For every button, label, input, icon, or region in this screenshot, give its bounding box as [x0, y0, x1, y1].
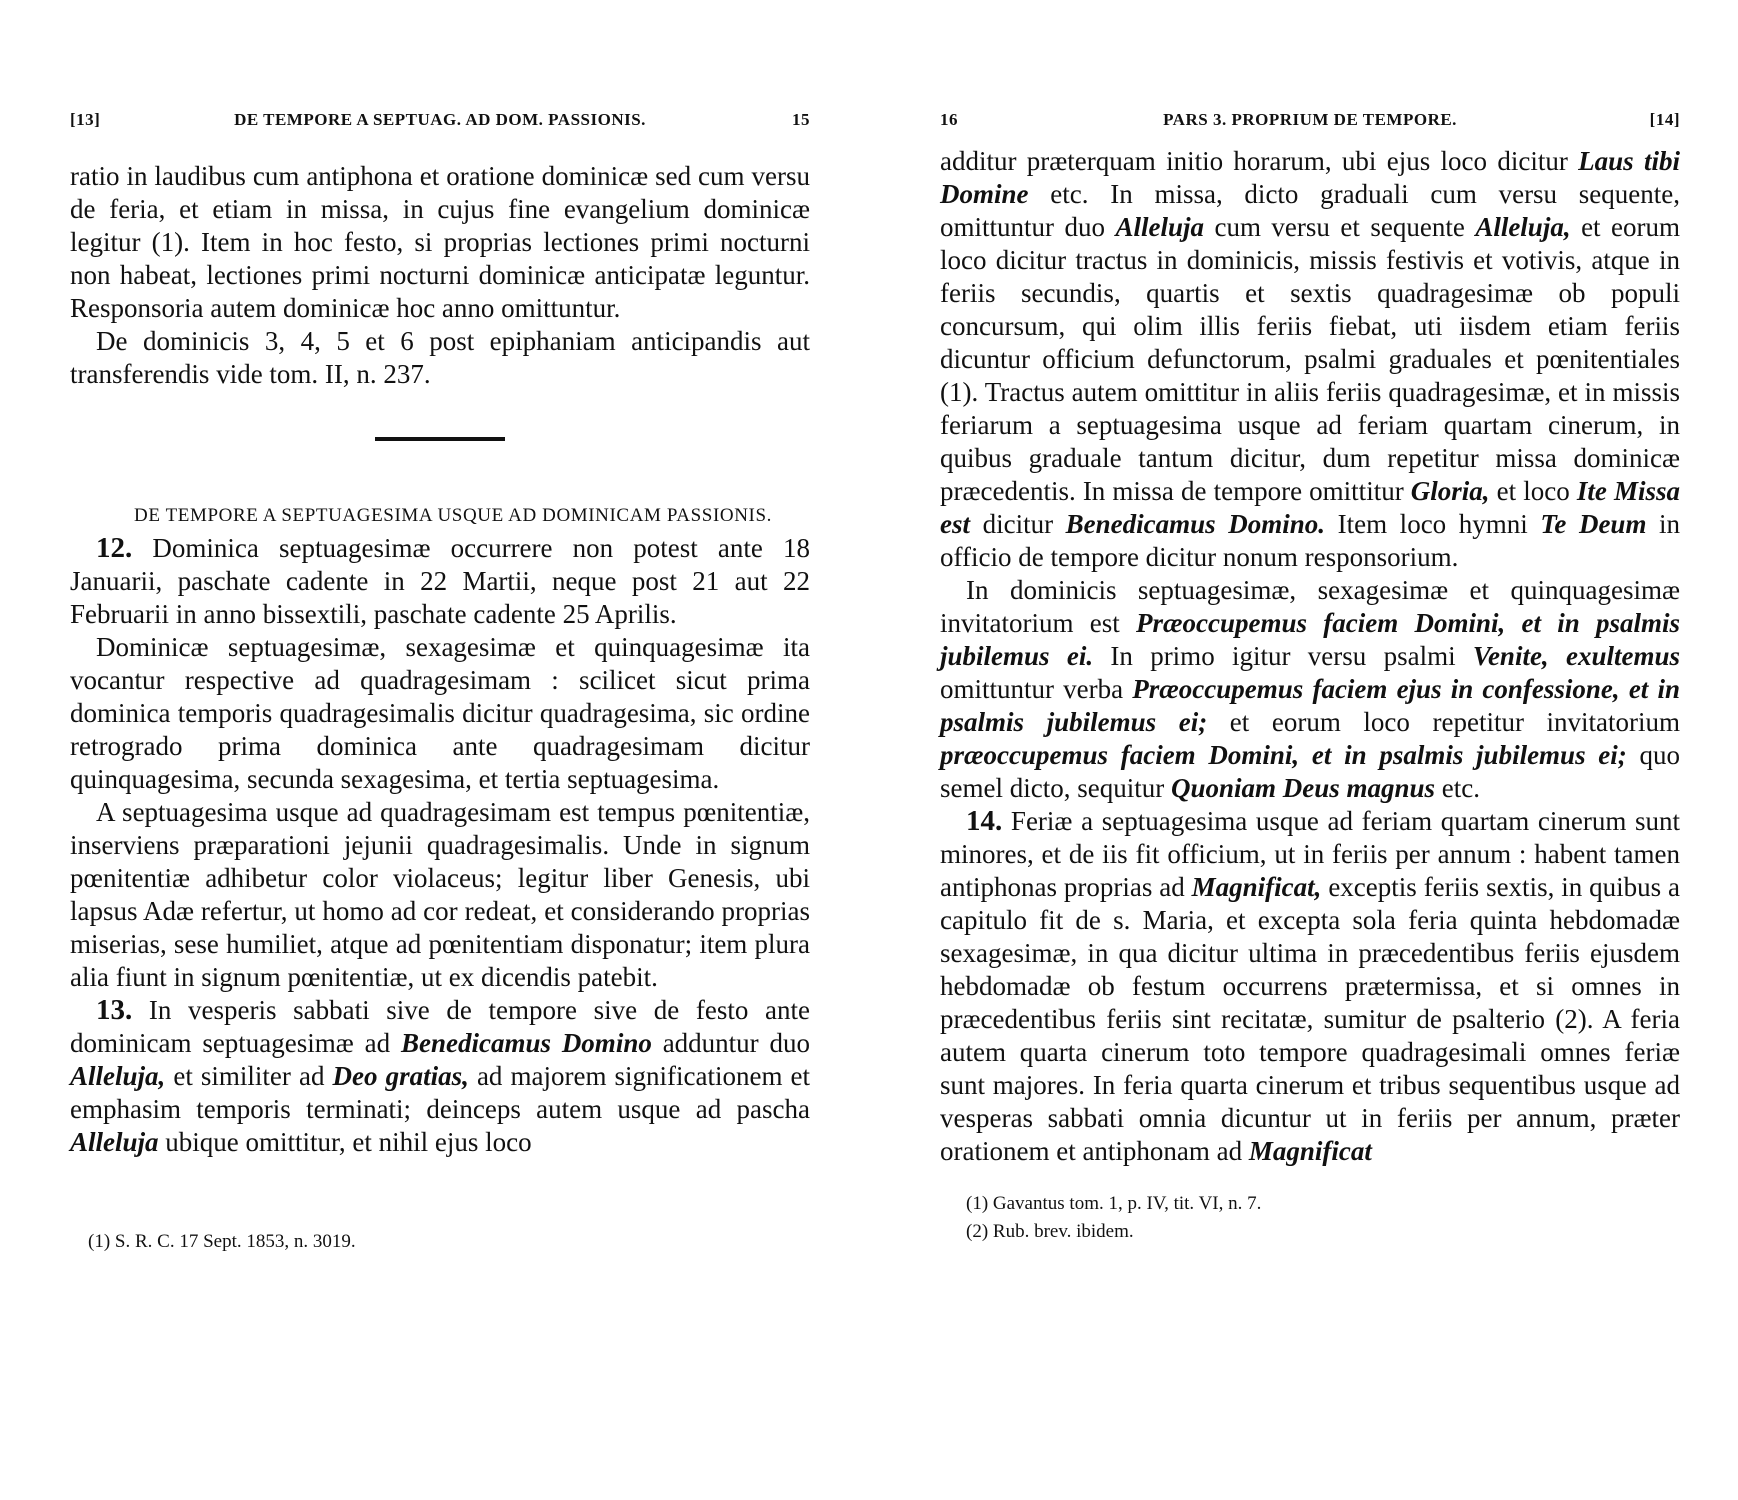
paragraph: De dominicis 3, 4, 5 et 6 post epiphaniam anticipandis aut transferendis vide tom. II, n. 237. — [70, 326, 810, 389]
paragraph: In dominicis septuagesimæ, sexagesimæ et quinquagesimæ invitatorium est Præoccupemus faciem Domini, et in psalmis jubilemus ei. In primo igitur versu psalmi Venite, exultemus omittuntur verba Præoccupemus faciem ejus in confessione, et in psalmis jubilemus ei; et eorum loco repetitur invitatorium præoccupemus faciem Domini, et in psalmis jubilemus ei; quo semel dicto, sequitur Quoniam Deus magnus etc. — [940, 575, 1681, 803]
page-number: 15 — [792, 110, 810, 129]
section-marker: [13] — [70, 110, 101, 129]
paragraph-13: 13. In vesperis sabbati sive de tempore sive de festo ante dominicam septuagesimæ ad Benedicamus Domino adduntur duo Alleluja, et similiter ad Deo gratias, ad majorem significationem et emphasim temporis terminati; deinceps autem usque ad pascha Alleluja ubique omittitur, et nihil ejus loco — [70, 994, 811, 1157]
footnotes — [88, 1228, 810, 1256]
page-body — [70, 160, 810, 1159]
section-divider — [375, 437, 505, 441]
paragraph-number: 13. — [96, 994, 133, 1026]
footnote: (2) Rub. brev. ibidem. — [966, 1221, 1134, 1242]
running-head — [70, 110, 810, 140]
paragraph: additur præterquam initio horarum, ubi ejus loco dicitur Laus tibi Domine etc. In missa, dicto graduali cum versu sequente, omittuntur duo Alleluja cum versu et sequente Alleluja, et eorum loco dicitur tractus in dominicis, missis festivis et votivis, atque in feriis secundis, quartis et sextis quadragesimæ ob populi concursum, qui olim illis feriis fiebat, uti iisdem etiam feriis dicuntur officium defunctorum, psalmi graduales et pœnitentiales (1). Tractus autem omittitur in aliis feriis quadragesimæ, et in missis feriarum a septuagesima usque ad feriam quartam cinerum, in quibus graduale tantum dicitur, dum repetitur missa dominicæ præcedentis. In missa de tempore omittitur Gloria, et loco Ite Missa est dicitur Benedicamus Domino. Item loco hymni Te Deum in officio de tempore dicitur nonum responsorium. — [940, 146, 1681, 572]
footnotes — [966, 1190, 1680, 1246]
footnote: (1) S. R. C. 17 Sept. 1853, n. 3019. — [88, 1231, 356, 1252]
paragraph: Dominicæ septuagesimæ, sexagesimæ et quinquagesimæ ita vocantur respective ad quadragesimam : scilicet sicut prima dominica temporis quadragesimalis dicitur quadragesima, sic ordine retrogrado prima dominica ante quadragesimam dicitur quinquagesima, secunda sexagesima, et tertia septuagesima. — [70, 632, 810, 794]
section-title: DE TEMPORE A SEPTUAGESIMA USQUE AD DOMINICAM PASSIONIS. — [134, 505, 772, 526]
page-body — [940, 145, 1680, 1168]
page-number: 16 — [940, 110, 958, 129]
paragraph-number: 14. — [966, 805, 1003, 837]
running-head — [940, 110, 1680, 140]
running-title: PARS 3. PROPRIUM DE TEMPORE. — [1163, 110, 1457, 129]
paragraph-number: 12. — [96, 532, 133, 564]
paragraph-14: 14. Feriæ a septuagesima usque ad feriam quartam cinerum sunt minores, et de iis fit officium, ut in feriis per annum : habent tamen antiphonas proprias ad Magnificat, exceptis feriis sextis, in quibus a capitulo fit de s. Maria, et excepta sola feria quinta hebdomadæ sexagesimæ, in qua dicitur ultima in præcedentibus feriis ejusdem hebdomadæ ob festum occurrens prætermissa, et si omnes in præcedentibus feriis sint recitatæ, sumitur de psalterio (2). A feria autem quarta cinerum toto tempore quadragesimali omnes feriæ sunt majores. In feria quarta cinerum et tribus sequentibus usque ad vesperas sabbati omnia dicuntur ut in feriis per annum, præter orationem et antiphonam ad Magnificat — [940, 805, 1681, 1166]
left-page — [70, 0, 810, 1500]
footnote: (1) Gavantus tom. 1, p. IV, tit. VI, n. 7. — [966, 1193, 1262, 1214]
paragraph: A septuagesima usque ad quadragesimam est tempus pœnitentiæ, inserviens præparationi jejunii quadragesimalis. Unde in signum pœnitentiæ adhibetur color violaceus; legitur liber Genesis, ubi lapsus Adæ refertur, ut homo ad cor redeat, et considerando proprias miserias, sese humiliet, atque ad pœnitentiam disponatur; item plura alia fiunt in signum pœnitentiæ, ut ex dicendis patebit. — [70, 797, 810, 992]
section-marker: [14] — [1649, 110, 1680, 129]
paragraph-12: 12. Dominica septuagesimæ occurrere non potest ante 18 Januarii, paschate cadente in 22 Martii, neque post 21 aut 22 Februarii in anno bissextili, paschate cadente 25 Aprilis. — [70, 532, 811, 629]
right-page — [940, 0, 1680, 1500]
paragraph: ratio in laudibus cum antiphona et oratione dominicæ sed cum versu de feria, et etiam in missa, in cujus fine evangelium dominicæ legitur (1). Item in hoc festo, si proprias lectiones primi nocturni non habeat, lectiones primi nocturni dominicæ anticipatæ leguntur. Responsoria autem dominicæ hoc anno omittuntur. — [70, 161, 810, 323]
running-title: DE TEMPORE A SEPTUAG. AD DOM. PASSIONIS. — [234, 110, 646, 129]
